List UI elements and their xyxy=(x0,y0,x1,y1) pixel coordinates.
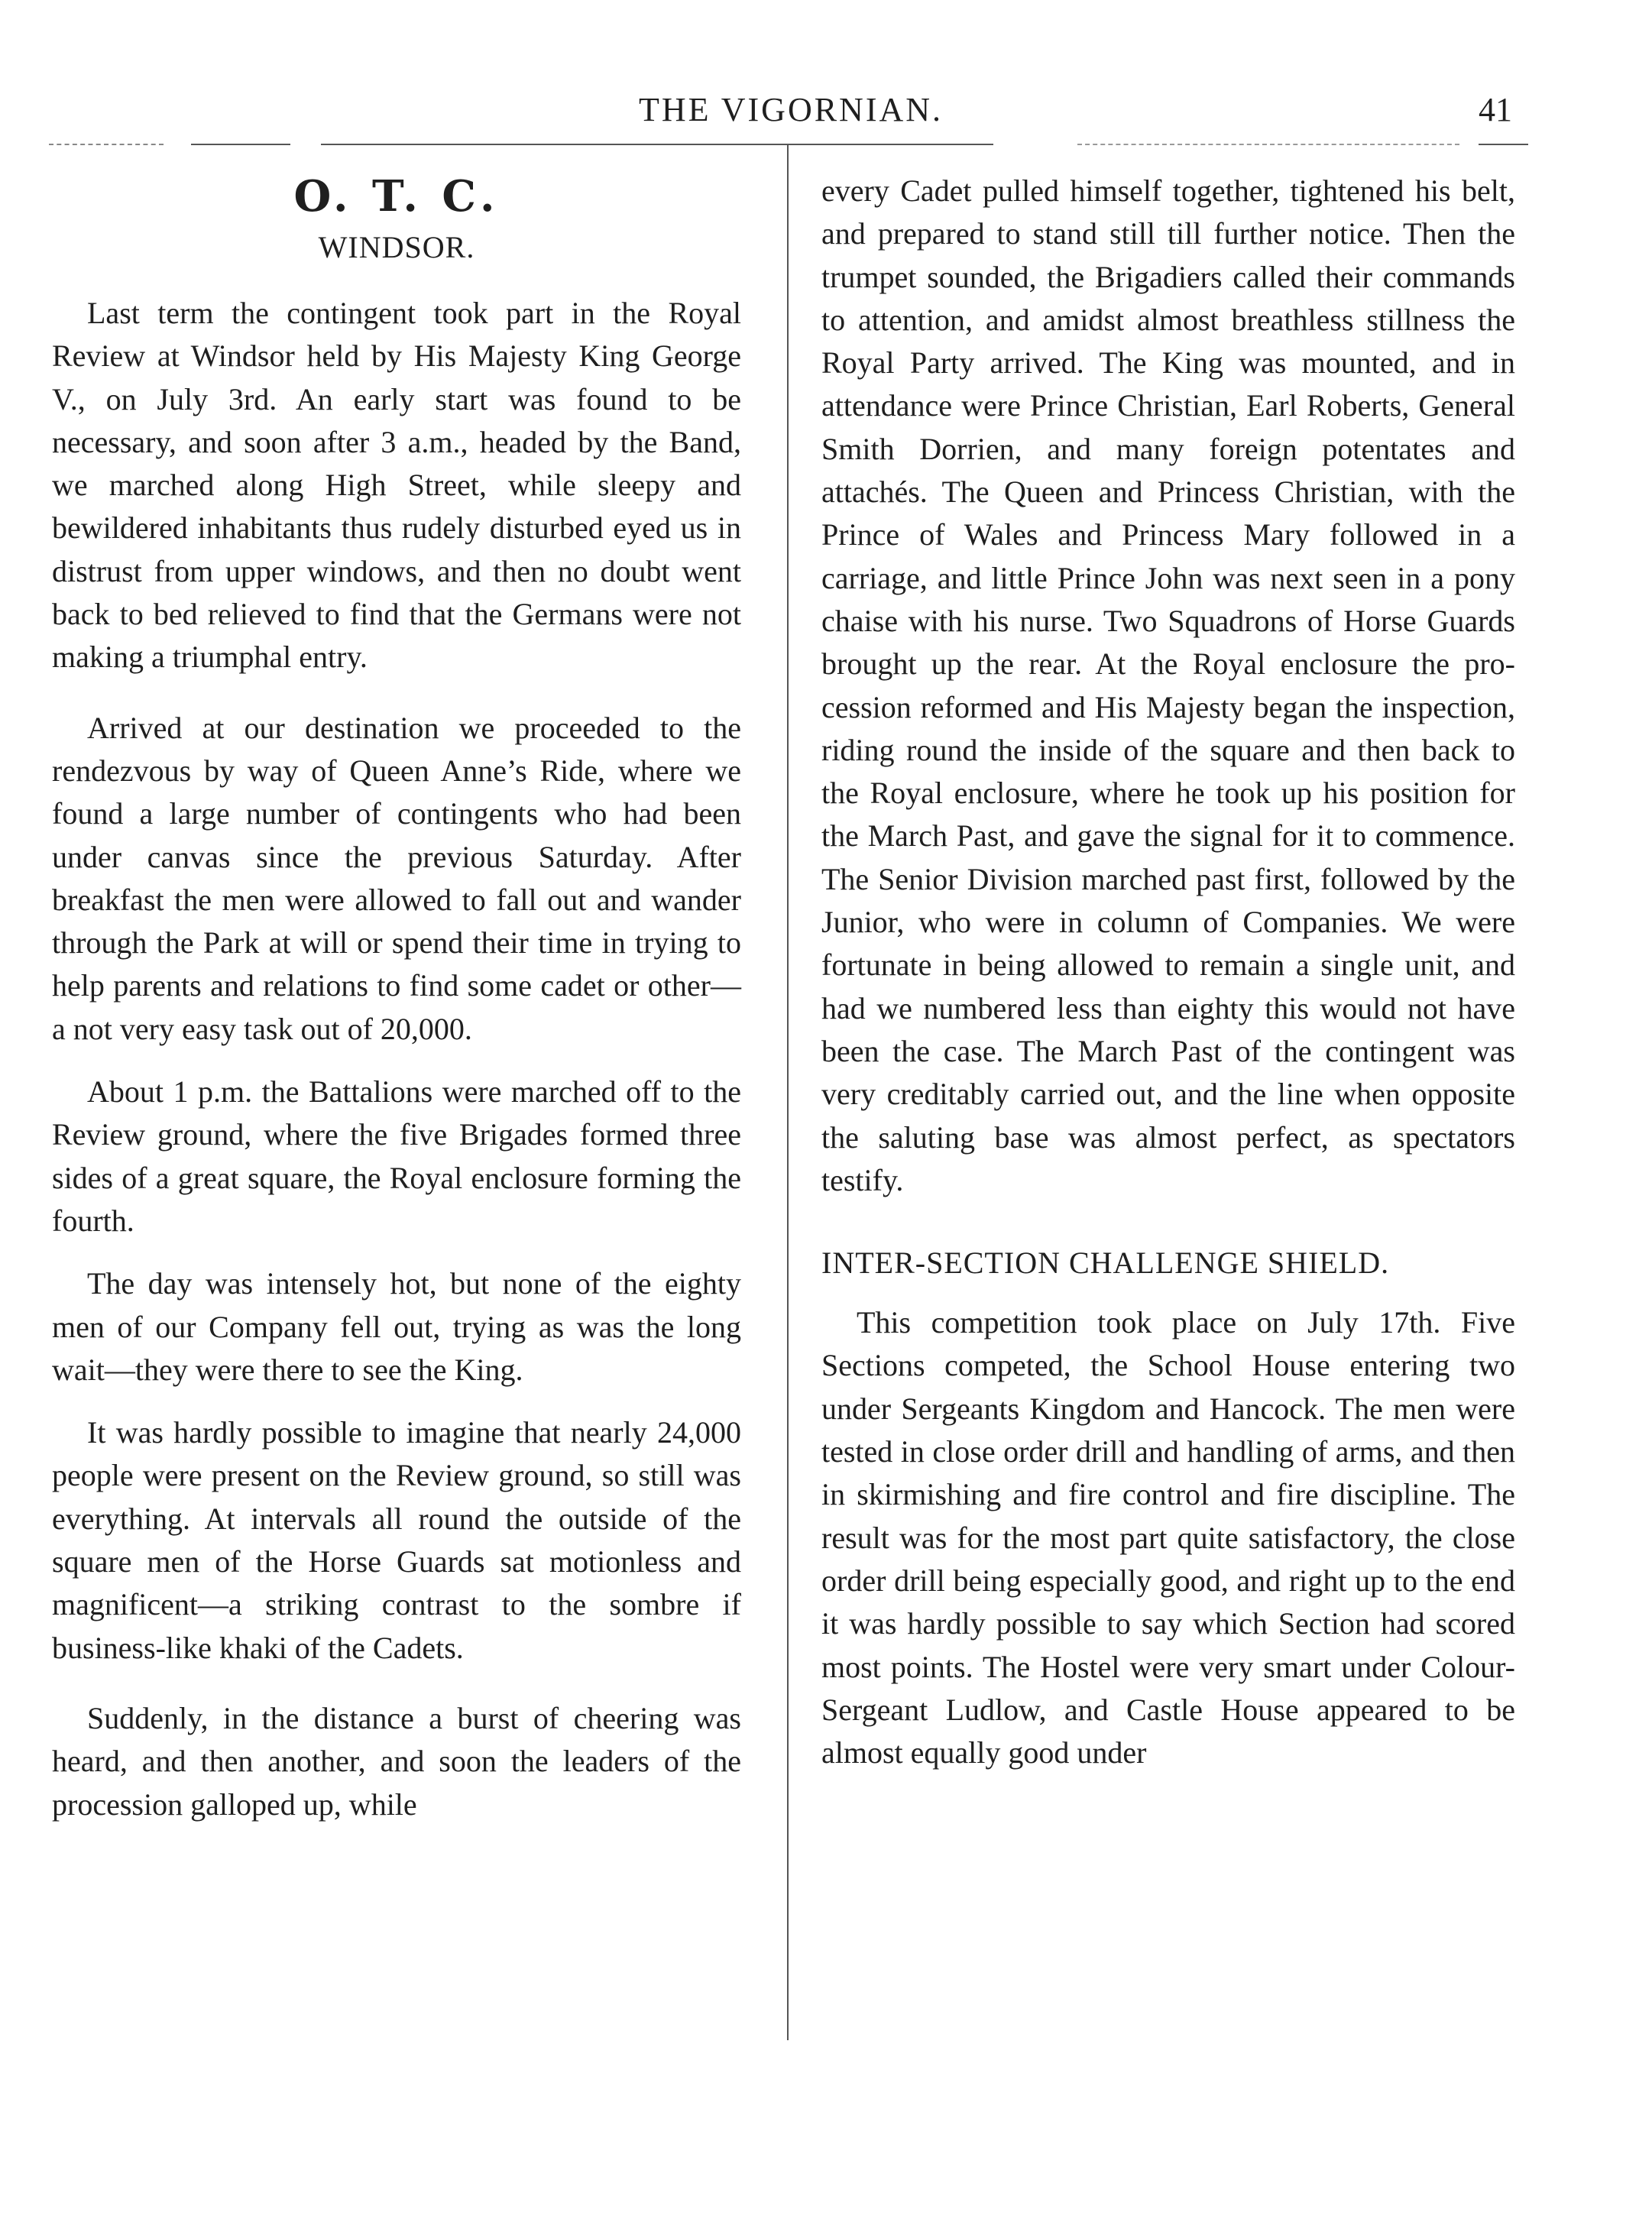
header-rule xyxy=(321,144,993,145)
header-rule xyxy=(191,144,290,145)
paragraph-continued: every Cadet pulled himself together, tightened his belt, and prepared to stand still till further notice. Then the trumpet sounded, the Brigadiers called their commands to attention, and amidst almost breathless stillness the Royal Party arrived. The King was mounted, and in attendance were Prince Christian, Earl Roberts, General Smith Dorrien, and many foreign potentates and attachés. The Queen and Princess Christian, with the Prince of Wales and Princess Mary followed in a carriage, and little Prince John was next seen in a pony chaise with his nurse. Two Squadrons of Horse Guards brought up the rear. At the Royal enclosure the procession reformed and His Majesty began the inspection, riding round the inside of the square and then back to the Royal enclosure, where he took up his position for the March Past, and gave the signal for it to commence. The Senior Division marched past first, followed by the Junior, who were in column of Companies. We were fortunate in being allowed to remain a single unit, and had we numbered less than eighty this would not have been the case. The March Past of the contingent was very creditably carried out, and the line when opposite the saluting base was almost perfect, as spectators testify. xyxy=(821,173,1515,1197)
left-column xyxy=(52,170,741,1826)
section-title-otc: O. T. C. xyxy=(293,171,500,222)
paragraph: This competition took place on July 17th. Five Sections competed, the School House entering two under Sergeants Kingdom and Hancock. The men were tested in close order drill and handling of arms, and then in skirmishing and fire control and fire discipline. The result was for the most part quite satisfactory, the close order drill being especially good, and right up to the end it was hardly possible to say which Section had scored most points. The Hostel were very smart under Colour-Sergeant Ludlow, and Castle House appeared to be almost equally good under xyxy=(821,1305,1515,1770)
paragraph: Last term the contingent took part in the Royal Review at Windsor held by His Majesty King George V., on July 3rd. An early start was found to be necessary, and soon after 3 a.m., headed by the Band, we marched along High Street, while sleepy and bewildered inhabitants thus rudely disturbed eyed us in distrust from upper windows, and then no doubt went back to bed relieved to find that the Germans were not making a triumphal entry. xyxy=(52,296,741,675)
paragraph: About 1 p.m. the Battalions were marched off to the Review ground, where the five Brigades formed three sides of a great square, the Royal enclosure forming the fourth. xyxy=(52,1074,741,1238)
running-head xyxy=(0,87,1652,141)
right-column xyxy=(821,170,1515,1774)
page-number: 41 xyxy=(1479,91,1512,128)
paragraph: It was hardly possible to imagine that nearly 24,000 people were present on the Review ground, so still was everything. At intervals all round the outside of the square men of the Horse Guards sat motionless and magnificent—a striking contrast to the sombre if business-like khaki of the Cadets. xyxy=(52,1415,741,1665)
subheading-windsor: WINDSOR. xyxy=(318,230,475,264)
running-title: THE VIGORNIAN. xyxy=(639,91,944,128)
column-divider xyxy=(787,145,789,2040)
header-rule xyxy=(1479,144,1528,145)
section-heading-challenge-shield: INTER-SECTION CHALLENGE SHIELD. xyxy=(821,1246,1390,1281)
paragraph: The day was intensely hot, but none of the eighty men of our Company fell out, trying as was the long wait—they were there to see the King. xyxy=(52,1266,741,1387)
header-rule xyxy=(49,144,164,145)
paragraph: Suddenly, in the distance a burst of cheering was heard, and then another, and soon the leaders of the procession galloped up, while xyxy=(52,1700,741,1822)
paragraph: Arrived at our destination we proceeded to the rendezvous by way of Queen Anne’s Ride, where we found a large number of contingents who had been under canvas since the previous Saturday. After breakfast the men were allowed to fall out and wander through the Park at will or spend their time in trying to help parents and relations to find some cadet or other—a not very easy task out of 20,000. xyxy=(52,710,741,1046)
header-rule xyxy=(1077,144,1459,145)
